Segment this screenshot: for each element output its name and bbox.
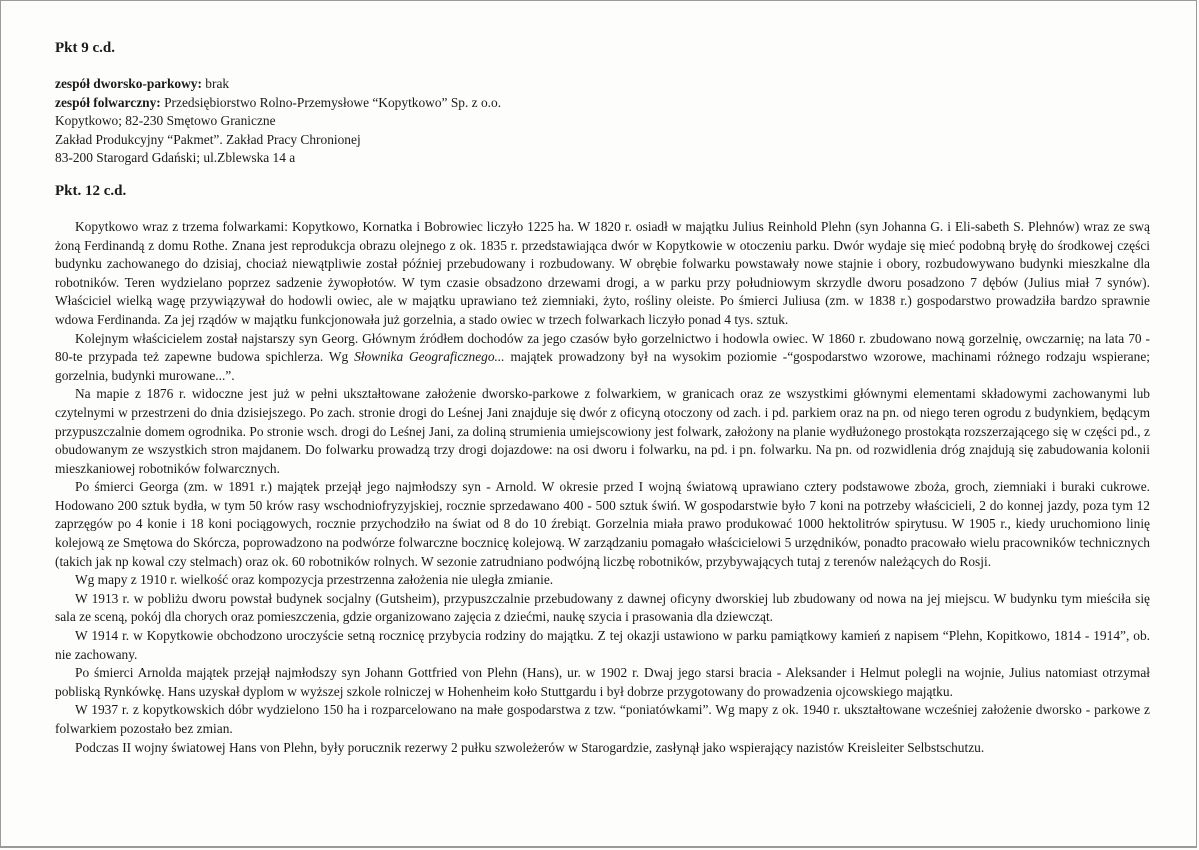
dworsko-parkowy-label: zespół dworsko-parkowy: <box>55 76 202 91</box>
section-heading-pkt12: Pkt. 12 c.d. <box>55 182 127 199</box>
address-line: Zakład Produkcyjny “Pakmet”. Zakład Pracy Chronionej <box>55 131 361 147</box>
folwarczny-line <box>55 94 1150 113</box>
paragraph: W 1913 r. w pobliżu dworu powstał budynek socjalny (Gutsheim), przypuszczalnie przebudowany z dawnej oficyny dworskiej lub zbudowany od nowa na jej miejscu. W budynku tym mieściła się sala ze sceną, pokój dla chorych oraz pomieszczenia, gdzie organizowano zajęcia z dziećmi, naukę szycia i prasowania dla dziewcząt. <box>55 590 1150 625</box>
dworsko-parkowy-line <box>55 75 1150 94</box>
dworsko-parkowy-value: brak <box>201 76 230 91</box>
paragraph: Kopytkowo wraz z trzema folwarkami: Kopytkowo, Kornatka i Bobrowiec liczyło 1225 ha. W 1820 r. osiadł w majątku Julius Reinhold Plehn (syn Johanna G. i Eli-sabeth S. Plehnów) wraz ze swą żoną Ferdinandą z domu Rothe. Znana jest reprodukcja obrazu olejnego z ok. 1835 r. przedstawiająca dwór w Kopytkowie w otoczeniu parku. Dwór wydaje się mieć podobną bryłę do środkowej części budynku zachowanego do dzisiaj, chociaż niewątpliwie został później przebudowany i rozbudowany. W obrębie folwarku powstawały nowe stajnie i obory, rozbudowywano budynki mieszkalne dla robotników. Teren wydzielano poprzez sadzenie żywopłotów. W tym czasie obsadzono drzewami drogi, a w parku przy południowym skrzydle dworu posadzono 7 dębów (Julius miał 7 synów). Właściciel wielką wagę przywiązywał do hodowli owiec, ale w majątku uprawiano też ziemniaki, żyto, rośliny oleiste. Po śmierci Juliusa (zm. w 1838 r.) gospodarstwo prowadziła bardzo sprawnie wdowa Ferdinanda. Za jej rządów w majątku funkcjonowała już gorzelnia, a stado owiec w trzech folwarkach liczyło ponad 4 tys. sztuk. <box>55 218 1150 327</box>
book-title-italic: Słownika Geograficznego... <box>354 349 505 365</box>
paragraph: Po śmierci Arnolda majątek przejął najmłodszy syn Johann Gottfried von Plehn (Hans), ur. w 1902 r. Dwaj jego starsi bracia - Aleksander i Helmut polegli na wojnie, Julius natomiast otrzymał pobliską Rynkówkę. Hans uzyskał dyplom w wyższej szkole rolniczej w Hohenheim koło Stuttgardu i był dobrze przygotowany do prowadzenia ojcowskiego majątku. <box>55 665 1150 699</box>
folwarczny-value: Przedsiębiorstwo Rolno-Przemysłowe “Kopytkowo” Sp. z o.o. <box>160 94 502 110</box>
paragraph: Na mapie z 1876 r. widoczne jest już w pełni ukształtowane założenie dworsko-parkowe z folwarkiem, w granicach oraz ze wszystkimi głównymi elementami składowymi zachowanymi lub czytelnymi w przestrzeni do dnia dzisiejszego. Po zach. stronie drogi do Leśnej Jani znajduje się dwór z oficyną otoczony od zach. i pd. parkiem oraz na pn. od niego teren ogrodu z budynkiem, będącym przypuszczalnie domem ogrodnika. Po stronie wsch. drogi do Leśnej Jani, za doliną strumienia umiejscowiony jest folwark, założony na planie wydłużonego prostokąta rozszerzającego się w części pd., z obudowanym ze wszystkich stron majdanem. Do folwarku prowadzą trzy drogi dojazdowe: na osi dworu i folwarku, na pd. i pn. folwarku. Na pn. od rozwidlenia dróg znajdują się zabudowania kolonii mieszkaniowej robotników folwarcznych. <box>55 386 1150 476</box>
address-block <box>55 75 1150 168</box>
paragraph: Wg mapy z 1910 r. wielkość oraz kompozycja przestrzenna założenia nie uległa zmianie. <box>75 572 554 588</box>
paragraph: Podczas II wojny światowej Hans von Plehn, były porucznik rezerwy 2 pułku szwoleżerów w Starogardzie, zasłynął jako wspierający nazistów Kreisleiter Selbstschutzu. <box>75 739 985 755</box>
address-line: Kopytkowo; 82-230 Smętowo Graniczne <box>55 113 276 129</box>
history-text <box>55 218 1150 757</box>
paragraph: W 1937 r. z kopytkowskich dóbr wydzielono 150 ha i rozparcelowano na małe gospodarstwa z tzw. “poniatówkami”. Wg mapy z ok. 1940 r. ukształtowane wcześniej założenie dworsko - parkowe z folwarkiem pozostało bez zmian. <box>55 702 1150 736</box>
paragraph <box>55 330 1150 386</box>
paragraph: W 1914 r. w Kopytkowie obchodzono uroczyście setną rocznicę przybycia rodziny do majątku. Z tej okazji ustawiono w parku pamiątkowy kamień z napisem “Plehn, Kopitkowo, 1814 - 1914”, ob. nie zachowany. <box>55 628 1150 662</box>
section-heading-pkt9: Pkt 9 c.d. <box>55 40 115 56</box>
address-line: 83-200 Starogard Gdański; ul.Zblewska 14 a <box>55 150 296 166</box>
paragraph: Po śmierci Georga (zm. w 1891 r.) majątek przejął jego najmłodszy syn - Arnold. W okresie przed I wojną światową uprawiano cztery podstawowe zboża, groch, ziemniaki i buraki cukrowe. Hodowano 200 sztuk bydła, w tym 50 krów rasy wschodniofryzyjskiej, rocznie sprzedawano 400 - 500 sztuk świń. W gospodarstwie było 7 koni na potrzeby właścicieli, 2 do konnej jazdy, poza tym 12 zaprzęgów po 4 konie i 18 koni pociągowych, rocznie przychodziło na świat od 8 do 10 źrebiąt. Gorzelnia miała prawo produkować 1000 hektolitrów spirytusu. W 1905 r., kiedy uruchomiono linię kolejową ze Smętowa do Skórcza, poprowadzono na podwórze folwarczne bocznicę kolejową. W zarządzaniu pomagało właścicielowi 5 urzędników, ponadto pracowało wielu pracowników technicznych (takich jak np kowal czy stelmach) oraz ok. 60 robotników rolnych. W sezonie zatrudniano podwójną liczbę robotników, przybywających tutaj z terenów należących do Rosji. <box>55 479 1150 569</box>
paragraph-text: Kolejnym właścicielem został najstarszy syn Georg. Głównym źródłem dochodów za jego czasów było gorzelnictwo i hodowla owiec. W 1860 r. zbudowano nową gorzelnię, owczarnię; na lata 70 - 80-te przypada też zapewne budowa spichlerza. Wg <box>55 330 1150 365</box>
document-page <box>55 40 1150 757</box>
paragraph-text: majątek prowadzony był na wysokim poziomie -“gospodarstwo wzorowe, machinami różnego rodzaju wspierane; gorzelnia, budynki murowane...”. <box>55 349 1150 383</box>
folwarczny-label: zespół folwarczny: <box>55 94 161 110</box>
